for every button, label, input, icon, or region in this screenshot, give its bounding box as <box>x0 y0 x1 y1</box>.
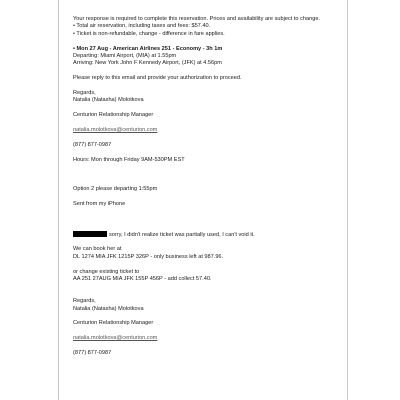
reply-request: Please reply to this email and provide your authorization to proceed. <box>73 75 242 82</box>
option-message: Option 2 please departing 1:55pm <box>73 186 158 193</box>
reply-void-text: sorry, I didn't realize ticket was partially used, I can't void it. <box>109 231 255 238</box>
sent-from-iphone: Sent from my iPhone <box>73 201 126 207</box>
redacted-name-block <box>73 231 107 237</box>
book-her-line: We can book her at <box>73 246 122 253</box>
signature-name: Natalia (Natasha) Molotkova <box>73 97 144 104</box>
flight-heading: • Mon 27 Aug - American Airlines 251 - Economy - 3h 1m <box>73 45 223 52</box>
departing-line: Departing: Miami Airport, (MIA) at 1.55pm <box>73 53 177 60</box>
signature2-name: Natalia (Natasha) Molotkova <box>73 305 144 312</box>
signature-title: Centurion Relationship Manager <box>73 112 154 119</box>
signature2-phone: (877) 877-0987 <box>73 350 112 356</box>
email-body <box>73 16 343 365</box>
signature2-regards: Regards, <box>73 298 96 305</box>
flight-option-aa: AA 251 27AUG MIA JFK 155P 456P - add collect 57.40. <box>73 276 212 282</box>
email-page <box>58 0 348 400</box>
signature-email-link[interactable]: natalia.molotkova@centurion.com <box>73 127 158 134</box>
change-ticket-line: or change existing ticket to <box>73 268 140 275</box>
signature-hours: Hours: Mon through Friday 9AM-530PM EST <box>73 156 185 163</box>
ticket-terms-bullet: • Ticket is non-refundable, change - difference in fare applies. <box>73 30 225 37</box>
flight-option-dl: DL 1274 MIA JFK 1215P 326P - only business left at 987.96. <box>73 253 224 260</box>
arriving-line: Arriving: New York John F Kennedy Airport, (JFK) at 4.56pm <box>73 60 222 67</box>
signature-phone: (877) 877-0987 <box>73 141 112 148</box>
signature2-title: Centurion Relationship Manager <box>73 320 154 327</box>
reservation-notice: Your response is required to complete this reservation. Prices and availability are subject to change. <box>73 16 320 22</box>
total-fare-bullet: • Total air reservation, including taxes and fees: $57.40. <box>73 23 211 30</box>
signature2-email-link[interactable]: natalia.molotkova@centurion.com <box>73 335 158 342</box>
signature-regards: Regards, <box>73 90 96 97</box>
